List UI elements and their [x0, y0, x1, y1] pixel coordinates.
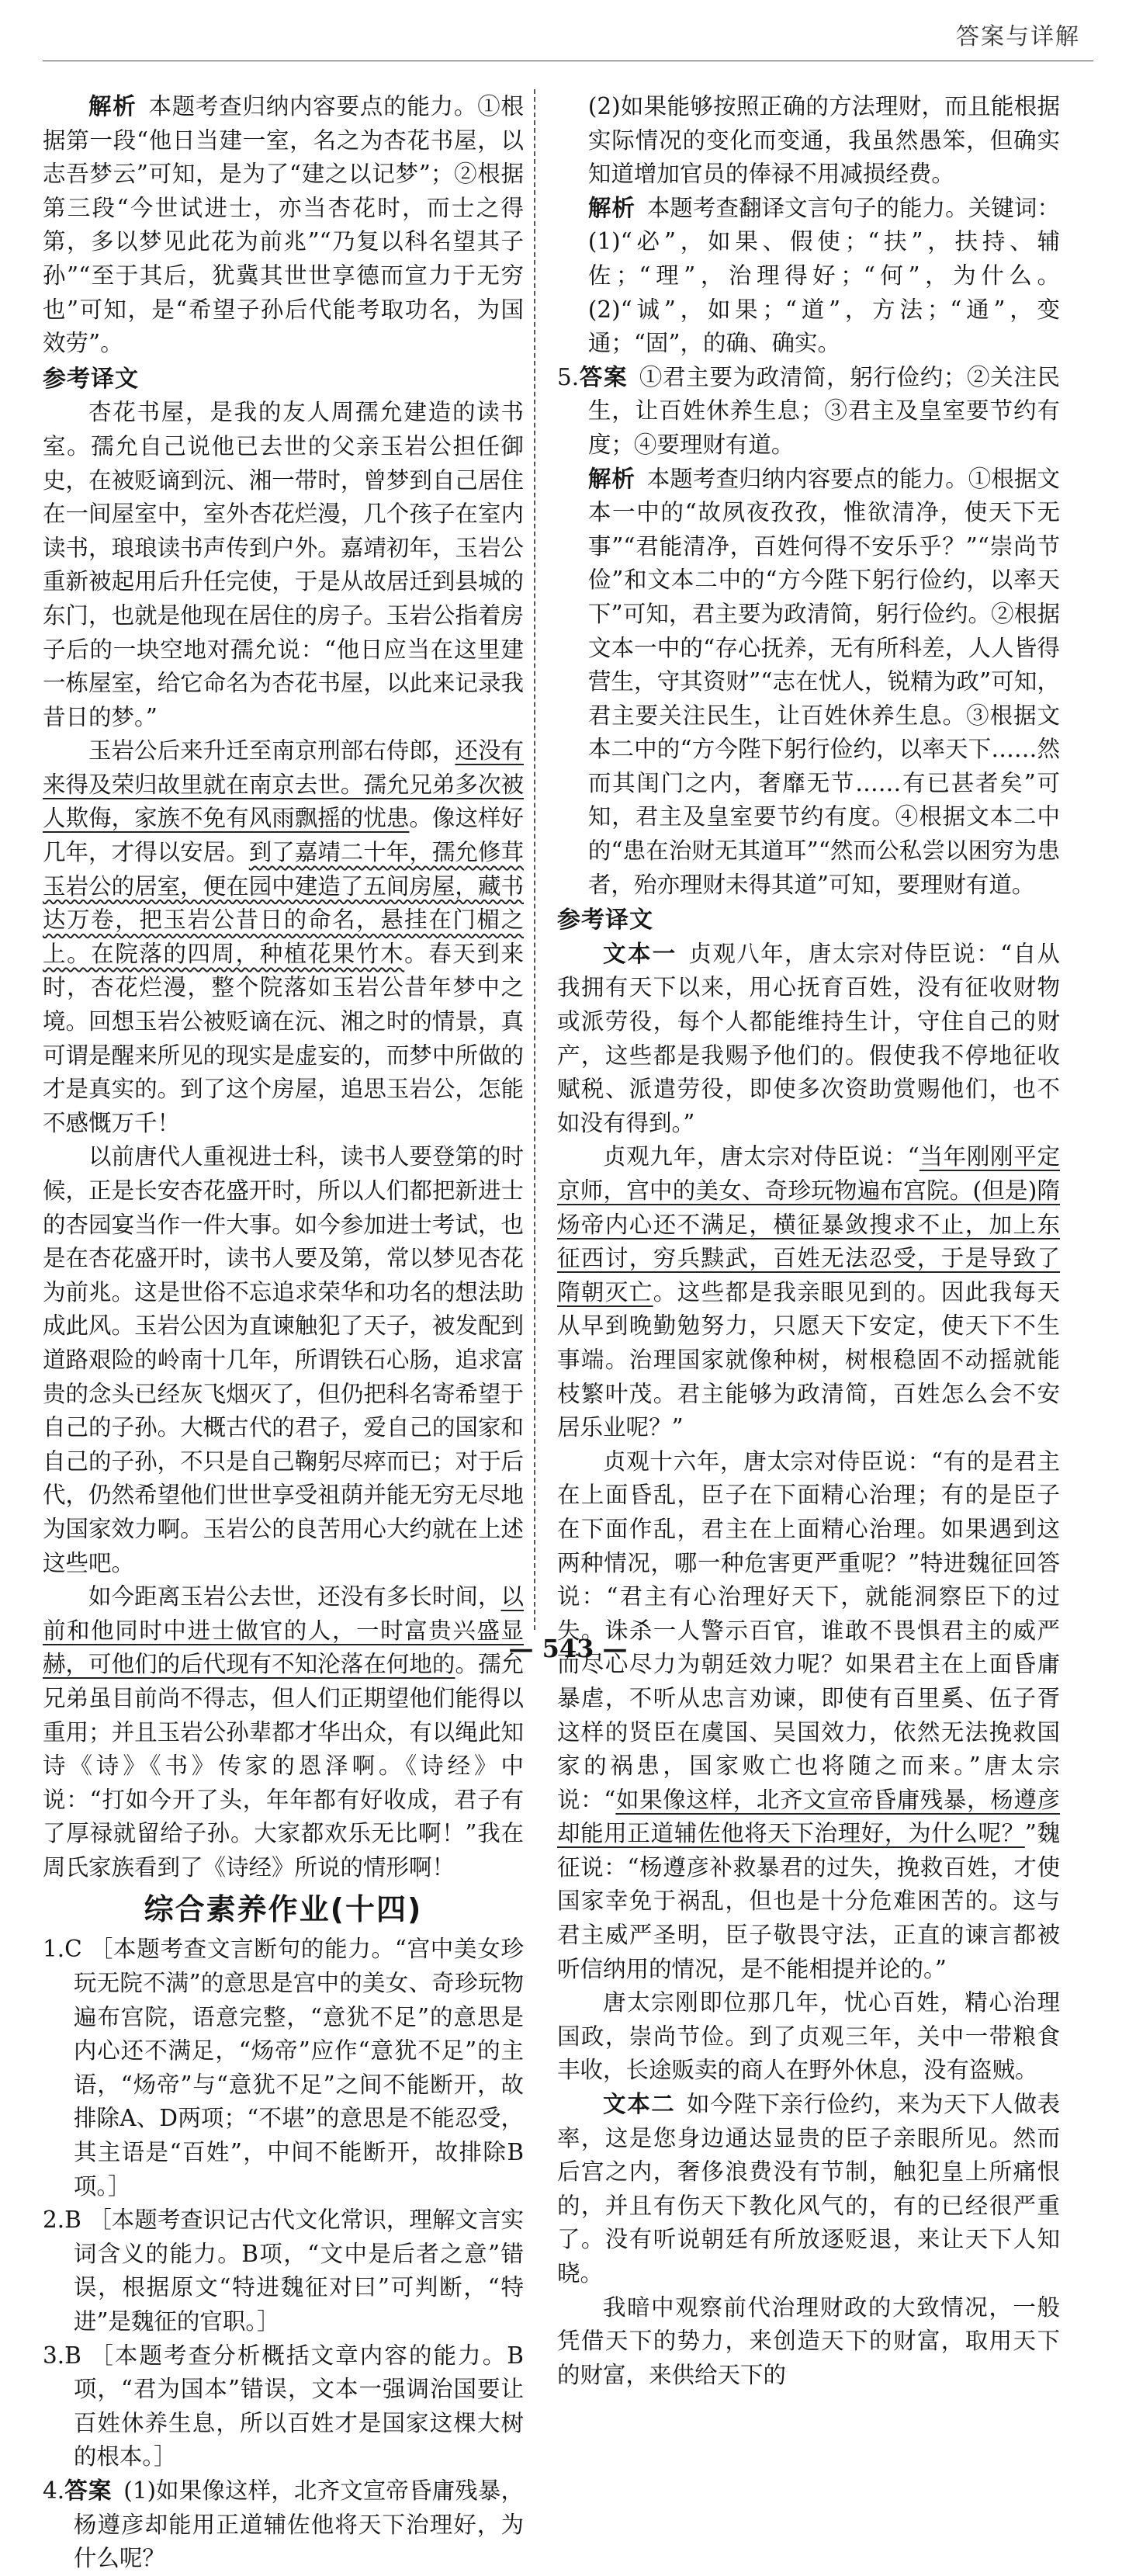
translation-paragraph: 玉岩公后来升迁至南京刑部右侍郎，还没有来得及荣归故里就在南京去世。孺允兄弟多次被人欺侮，家族不免有风雨飘摇的忧患。像这样好几年，才得以安居。到了嘉靖二十年，孺允修茸玉岩公的居室，便在园中建造了五间房屋，藏书达万卷，把玉岩公昔日的命名，悬挂在门楣之上。在院落的四周，种植花果竹木。春天到来时，杏花烂漫，整个院落如玉岩公昔年梦中之境。回想玉岩公被贬谪在沅、湘之时的情景，真可谓是醒来所见的现实是虚妄的，而梦中所做的才是真实的。到了这个房屋，追思玉岩公，怎能不感慨万千！ — [43, 737, 524, 1136]
analysis-text: 本题考查归纳内容要点的能力。①根据第一段“他日当建一室，名之为杏花书屋，以志吾梦云”可知，是为了“建之以记梦”；②根据第三段“今世试进士，亦当杏花时，而士之得第，多以梦见此花为前兆”“乃复以科名望其子孙”“至于其后，犹冀其世世享德而宣力于无穷也”可知，是“希望子孙后代能考取功名，为国效劳”。 — [43, 93, 524, 357]
underlined-sentence: 当年刚刚平定京师，宫中的美女、奇珍玩物遍布宫院。(但是)隋炀帝内心还不满足，横征暴敛搜求不止，加上东征西讨，穷兵黩武，百姓无法忍受，于是导致了隋朝灭亡 — [557, 1143, 1060, 1305]
answer-explanation: ［本题考查分析概括文章内容的能力。B项，“君为国本”错误，文本一强调治国要让百姓休养生息，所以百姓才是国家这棵大树的根本。］ — [73, 2342, 524, 2470]
translation-paragraph: 唐太宗刚即位那几年，忧心百姓，精心治理国政，崇尚节俭。到了贞观三年，关中一带粮食丰收，长途贩卖的商人在野外休息，没有盗贼。 — [557, 1989, 1060, 2084]
page-header-title: 答案与详解 — [956, 23, 1080, 50]
text-label: 文本一 — [603, 940, 677, 967]
left-column — [43, 90, 524, 2576]
translation-paragraph: 以前唐代人重视进士科，读书人要登第的时候，正是长安杏花盛开时，所以人们都把新进士的杏园宴当作一件大事。如今参加进士考试，也是在杏花盛开时，读书人要及第，常以梦见杏花为前兆。这是世俗不忘追求荣华和功名的想法助成此风。玉岩公因为直谏触犯了天子，被发配到道路艰险的岭南十几年，所谓铁石心肠，追求富贵的念头已经灰飞烟灭了，但仍把科名寄希望于自己的子孙。大概古代的君子，爱自己的国家和自己的子孙，不只是自己鞠躬尽瘁而已；对于后代，仍然希望他们世世享受祖荫并能无穷无尽地为国家效力啊。玉岩公的良苦用心大约就在上述这些吧。 — [43, 1143, 524, 1576]
translation-paragraph: 文本二 如今陛下亲行俭约，来为天下人做表率，这是您身边通达显贵的臣子亲眼所见。然而后宫之内，奢侈浪费没有节制，触犯皇上所痛恨的，并且有伤天下教化风气的，有的已经很严重了。没有听说朝廷有所放逐贬退，来让天下人知晓。 — [557, 2091, 1060, 2287]
analysis-paragraph — [43, 90, 524, 361]
reference-translation-heading: 参考译文 — [43, 365, 139, 393]
wavy-underlined-sentence: 到了嘉靖二十年，孺允修茸玉岩公的居室，便在园中建造了五间房屋，藏书达万卷，把玉岩公昔日的命名，悬挂在门楣之上。在院落的四周，种植花果竹木 — [43, 839, 524, 967]
answer-item — [557, 361, 1060, 463]
answer-item — [43, 2339, 524, 2474]
answer-continuation: (2)如果能够按照正确的方法理财，而且能根据实际情况的变化而变通，我虽然愚笨，但确实知道增加官员的俸禄不用减损经费。 — [587, 93, 1060, 188]
answer-item — [43, 1933, 524, 2203]
section-heading: 综合素养作业(十四) — [144, 1892, 423, 1927]
answer-explanation: ［本题考查识记古代文化常识，理解文言实词含义的能力。B项，“文中是后者之意”错误，根据原文“特进魏征对曰”可判断，“特进”是魏征的官职。］ — [73, 2207, 524, 2335]
answer-number: 2.B — [43, 2207, 81, 2234]
answer-text: 如果像这样，北齐文宣帝昏庸残暴，杨遵彦却能用正道辅佐他将天下治理好，为什么呢？ — [73, 2477, 524, 2572]
answer-item — [43, 2203, 524, 2339]
answer-explanation: ［本题考查文言断句的能力。“宫中美女珍玩无院不满”的意思是宫中的美女、奇珍玩物遍布宫院，语意完整，“意犹不足”的意思是内心还不满足，“炀帝”应作“意犹不足”的主语，“炀帝”与“意犹不足”之间不能断开，故排除A、D两项；“不堪”的意思是不能忍受，其主语是“百姓”，中间不能断开，故排除B项。］ — [73, 1936, 524, 2200]
analysis-label: 解析 — [587, 465, 636, 492]
page-number: — 543 — — [508, 1634, 628, 1663]
analysis-paragraph — [557, 463, 1060, 903]
text-label: 文本二 — [603, 2091, 676, 2118]
answer-label: 答案 — [579, 363, 629, 390]
answer-number: 1.C — [43, 1936, 82, 1963]
answer-number: 4. — [43, 2477, 65, 2504]
analysis-text: 本题考查翻译文言句子的能力。关键词：(1)“必”，如果、假使；“扶”，扶持、辅佐；“理”，治理得好；“何”，为什么。(2)“诚”，如果；“道”，方法；“通”，变通；“固”，的确、确实。 — [587, 194, 1060, 357]
underlined-sentence: 以前和他同时中进士做官的人，一时富贵兴盛显赫，可他们的后代现有不知沦落在何地的 — [43, 1583, 524, 1678]
column-divider — [534, 89, 535, 1630]
answer-item: 4.答案 (1)如果像这样，北齐文宣帝昏庸残暴，杨遵彦却能用正道辅佐他将天下治理好，为什么呢？ — [43, 2477, 524, 2572]
translation-paragraph: 如今距离玉岩公去世，还没有多长时间，以前和他同时中进士做官的人，一时富贵兴盛显赫，可他们的后代现有不知沦落在何地的。孺允兄弟虽目前尚不得志，但人们正期望他们能得以重用；并且玉岩公孙辈都才华出众，有以绳此知诗《诗》《书》传家的恩泽啊。《诗经》中说：“打如今开了头，年年都有好收成，君子有了厚禄就留给子孙。大家都欢乐无比啊！”我在周氏家族看到了《诗经》所说的情形啊！ — [43, 1583, 524, 1881]
answer-label: 答案 — [64, 2477, 113, 2504]
underlined-sentence: 还没有来得及荣归故里就在南京去世。孺允兄弟多次被人欺侮，家族不免有风雨飘摇的忧患 — [43, 737, 524, 832]
reference-translation-heading: 参考译文 — [557, 907, 653, 934]
translation-paragraph: 贞观十六年，唐太宗对侍臣说：“有的是君主在上面昏乱，臣子在下面精心治理；有的是臣子在下面作乱，君主在上面精心治理。如果遇到这两种情况，哪一种危害更严重呢？”特进魏征回答说：“君主有心治理好天下，就能洞察臣下的过失。诛杀一人警示百官，谁敢不畏惧君主的威严而尽心尽力为朝廷效力呢？如果君主在上面昏庸暴虐，不听从忠言劝谏，即使有百里奚、伍子胥这样的贤臣在虞国、吴国效力，依然无法挽救国家的祸患，国家败亡也将随之而来。”唐太宗说：“如果像这样，北齐文宣帝昏庸残暴，杨遵彦却能用正道辅佐他将天下治理好，为什么呢？”魏征说：“杨遵彦补救暴君的过失，挽救百姓，才使国家幸免于祸乱，但也是十分危难困苦的。这与君主威严圣明，臣子敬畏守法，正直的谏言都被听信纳用的情况，是不能相提并论的。” — [557, 1447, 1060, 1982]
answer-number: 5. — [557, 363, 580, 390]
underlined-sentence: 如果像这样，北齐文宣帝昏庸残暴，杨遵彦却能用正道辅佐他将天下治理好，为什么呢？ — [557, 1786, 1060, 1847]
analysis-label: 解析 — [587, 194, 636, 221]
analysis-paragraph — [557, 192, 1060, 361]
right-column — [557, 90, 1060, 2392]
translation-paragraph: 贞观九年，唐太宗对侍臣说：“当年刚刚平定京师，宫中的美女、奇珍玩物遍布宫院。(但是)隋炀帝内心还不满足，横征暴敛搜求不止，加上东征西讨，穷兵黩武，百姓无法忍受，于是导致了隋朝灭亡。这些都是我亲眼见到的。因此我每天从早到晚勤勉努力，只愿天下安定，使天下不生事端。治理国家就像种树，树根稳固不动摇就能枝繁叶茂。君主能够为政清简，百姓怎么会不安居乐业呢？” — [557, 1143, 1060, 1441]
analysis-label: 解析 — [88, 93, 137, 120]
analysis-text: 本题考查归纳内容要点的能力。①根据文本一中的“故夙夜孜孜，惟欲清净，使天下无事”“君能清净，百姓何得不安乐乎？”“崇尚节俭”和文本二中的“方今陛下躬行俭约，以率天下”可知，君主要为政清简，躬行俭约。②根据文本一中的“存心抚养，无有所科差，人人皆得营生，守其资财”“志在忧人，锐精为政”可知，君主要关注民生，让百姓休养生息。③根据文本二中的“方今陛下躬行俭约，以率天下……然而其闺门之内，奢靡无节……有已甚者矣”可知，君主及皇室要节约有度。④根据文本二中的“患在治财无其道耳”“然而公私尝以困穷为患者，殆亦理财未得其道”可知，要理财有道。 — [587, 465, 1060, 898]
translation-paragraph: 杏花书屋，是我的友人周孺允建造的读书室。孺允自己说他已去世的父亲玉岩公担任御史，在被贬谪到沅、湘一带时，曾梦到自己居住在一间屋室中，室外杏花烂漫，几个孩子在室内读书，琅琅读书声传到户外。嘉靖初年，玉岩公重新被起用后升任完使，于是从故居迁到县城的东门，也就是他现在居住的房子。玉岩公指着房子后的一块空地对孺允说：“他日应当在这里建一栋屋室，给它命名为杏花书屋，以此来记录我昔日的梦。” — [43, 399, 524, 730]
answer-text: ①君主要为政清简，躬行俭约；②关注民生，让百姓休养生息；③君主及皇室要节约有度；④要理财有道。 — [587, 363, 1060, 458]
translation-paragraph: 我暗中观察前代治理财政的大致情况，一般凭借天下的势力，来创造天下的财富，取用天下的财富，来供给天下的 — [557, 2293, 1060, 2388]
translation-paragraph: 文本一 贞观八年，唐太宗对侍臣说：“自从我拥有天下以来，用心抚育百姓，没有征收财物或派劳役，每个人都能维持生计，守住自己的财产，这些都是我赐予他们的。假使我不停地征收赋税、派遣劳役，即使多次资助赏赐他们，也不如没有得到。” — [557, 940, 1060, 1136]
answer-number: 3.B — [43, 2342, 81, 2369]
